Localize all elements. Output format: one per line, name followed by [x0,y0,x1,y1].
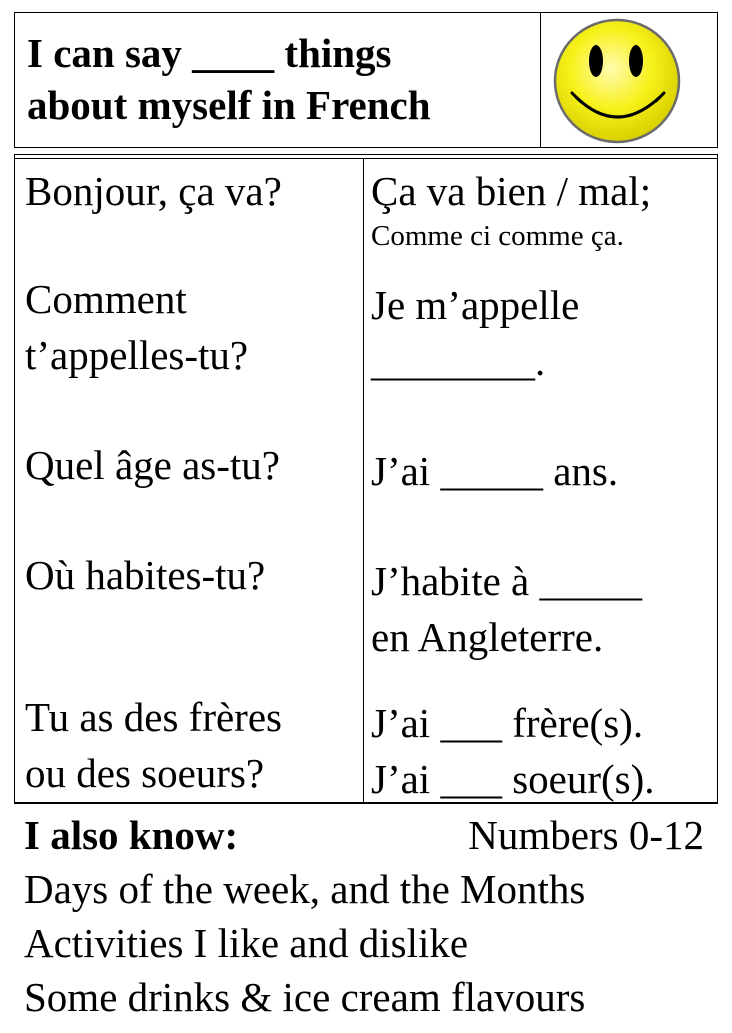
answer-greeting [371,163,716,253]
also-know-item: Some drinks & ice cream flavours [24,974,586,1020]
column-divider [363,158,364,802]
smiley-face-icon [552,17,682,145]
title-line-1: I can say ____ things [27,30,392,76]
answer-name-line-2: ________. [371,338,546,384]
question-siblings-line-2: ou des soeurs? [25,750,265,796]
question-name [25,271,360,383]
table-bottom-rule [14,802,718,804]
answer-greeting-small: Comme ci comme ça. [371,220,624,252]
also-know-header-row [24,808,718,862]
question-home: Où habites-tu? [25,552,266,598]
question-name-line-1: Comment [25,276,187,322]
title-line-2: about myself in French [27,82,431,128]
answer-home-line-2: en Angleterre. [371,614,604,660]
answer-siblings [371,695,716,807]
answer-siblings-line-1: J’ai ___ frère(s). [371,700,644,746]
answer-greeting-line: Ça va bien / mal; [371,168,652,214]
question-siblings [25,689,360,801]
answer-home-line-1: J’habite à _____ [371,558,642,604]
question-siblings-line-1: Tu as des frères [25,694,282,740]
also-know-heading: I also know: [24,812,239,858]
also-know-item: Numbers 0-12 [468,812,704,858]
answer-name [371,277,716,389]
question-name-line-2: t’appelles-tu? [25,332,249,378]
also-know-section [24,808,718,1024]
page-title [27,27,537,131]
also-know-item: Days of the week, and the Months [24,866,586,912]
answer-age: J’ai _____ ans. [371,448,619,494]
also-know-item: Activities I like and dislike [24,920,469,966]
answer-name-line-1: Je m’appelle [371,282,580,328]
answer-home [371,553,716,665]
header-box [14,12,718,148]
question-greeting: Bonjour, ça va? [25,168,282,214]
question-age: Quel âge as-tu? [25,442,280,488]
qa-table [14,154,718,802]
answer-siblings-line-2: J’ai ___ soeur(s). [371,756,655,802]
header-divider [540,13,541,147]
